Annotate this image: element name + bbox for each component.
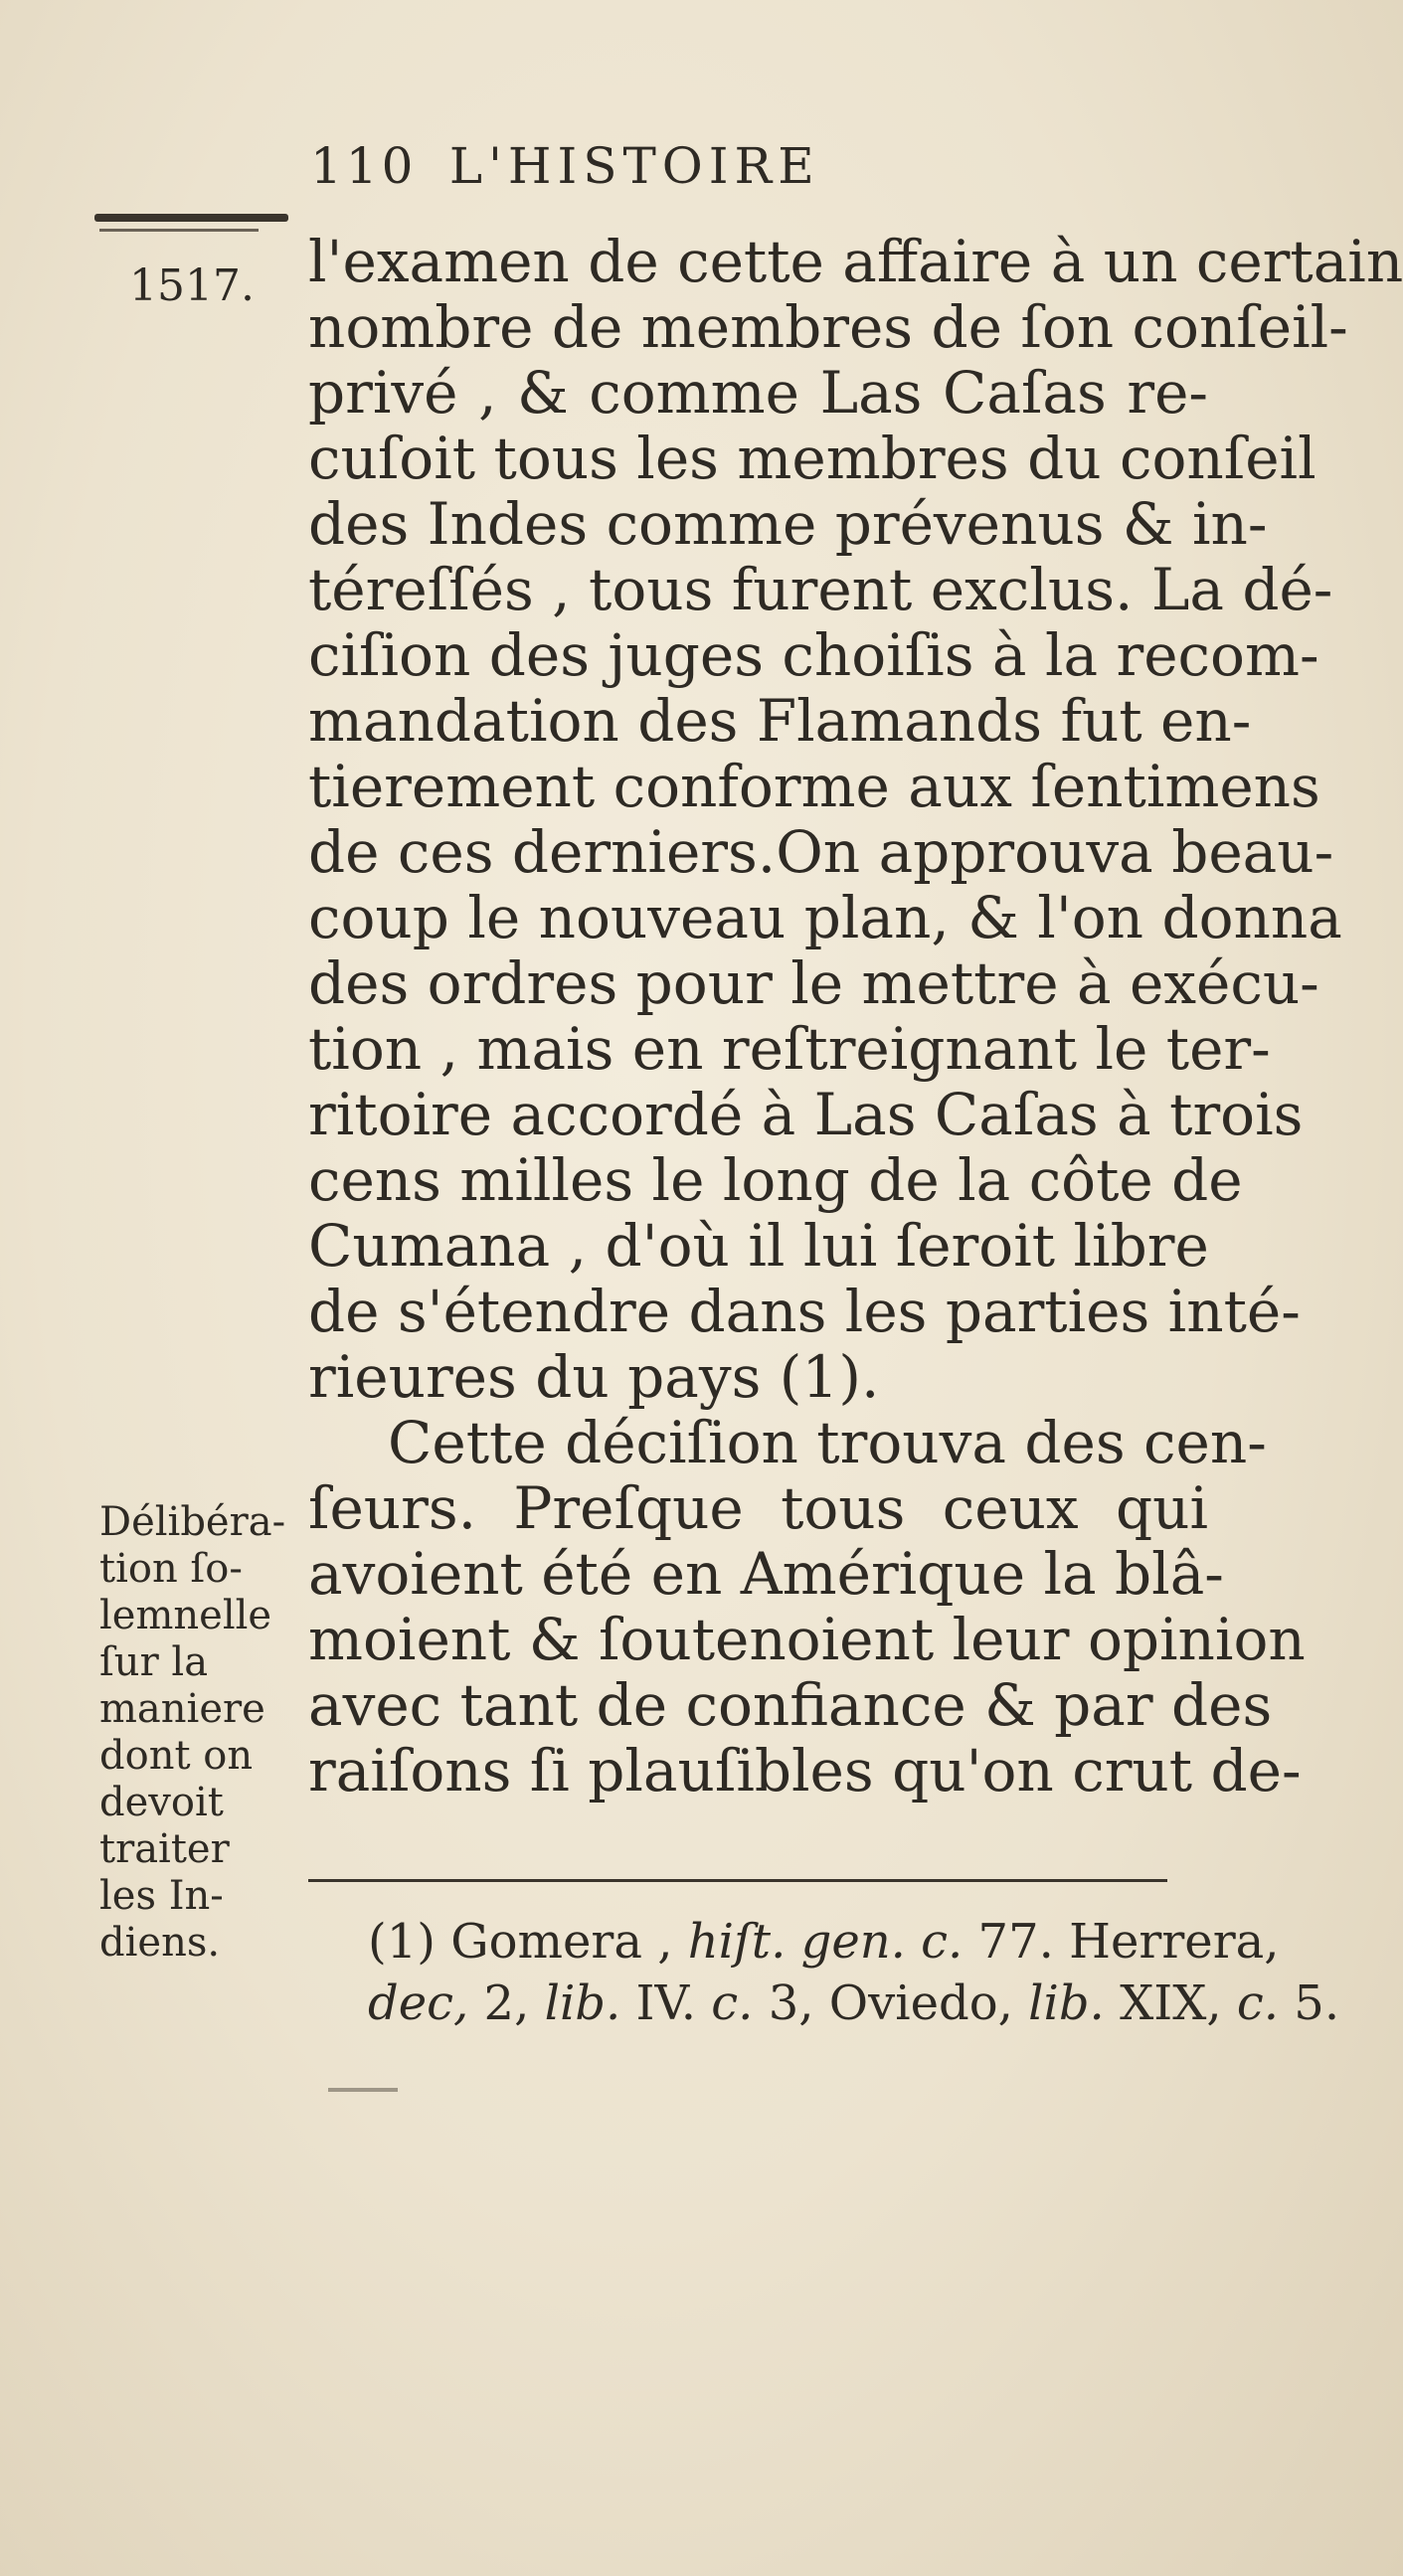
body-line: cuſoit tous les membres du conſeil: [308, 425, 1316, 492]
margin-note-line: ſur la: [99, 1639, 209, 1685]
body-line: raiſons ſi plauſibles qu'on crut de-: [308, 1737, 1302, 1804]
margin-note-line: Délibéra-: [99, 1499, 286, 1545]
footnote-text: IV.: [620, 1975, 712, 2031]
margin-note: [99, 1499, 308, 1967]
body-line: tion , mais en reſtreignant le ter-: [308, 1015, 1271, 1083]
body-line: ritoire accordé à Las Caſas à trois: [308, 1081, 1304, 1148]
body-line: mandation des Flamands fut en-: [308, 687, 1252, 755]
footnote-line: [368, 1911, 1280, 1973]
body-line: l'examen de cette affaire à un certain: [308, 228, 1403, 295]
body-line: nombre de membres de ſon conſeil-: [308, 293, 1348, 361]
body-line: moient & ſoutenoient leur opinion: [308, 1606, 1306, 1673]
footnote-rule: [308, 1879, 1167, 1882]
page-title: L'HISTOIRE: [448, 137, 820, 195]
body-line: des ordres pour le mettre à exécu-: [308, 949, 1319, 1017]
body-line: rieures du pays (1).: [308, 1343, 880, 1411]
margin-note-line: tion ſo-: [99, 1546, 243, 1592]
ink-smudge: [328, 2088, 398, 2092]
margin-note-line: devoit: [99, 1780, 224, 1825]
footnote-text: 5.: [1279, 1975, 1340, 2031]
footnote: [368, 1911, 1340, 2034]
header-rule: [94, 214, 288, 222]
body-line: Cumana , d'où il lui ſeroit libre: [308, 1212, 1209, 1280]
footnote-italic: c.: [711, 1975, 754, 2031]
footnote-italic: lib.: [544, 1975, 621, 2031]
footnote-italic: lib.: [1028, 1975, 1105, 2031]
body-line: privé , & comme Las Caſas re-: [308, 359, 1208, 427]
body-line: ſeurs. Preſque tous ceux qui: [308, 1474, 1208, 1542]
running-head: [310, 137, 1026, 195]
body-line: coup le nouveau plan, & l'on donna: [308, 884, 1342, 951]
body-line: des Indes comme prévenus & in-: [308, 490, 1268, 558]
footnote-text: (1) Gomera ,: [368, 1914, 688, 1970]
margin-note-line: diens.: [99, 1920, 221, 1966]
margin-note-line: traiter: [99, 1826, 230, 1872]
body-text: [308, 228, 1403, 1804]
margin-note-line: lemnelle: [99, 1593, 272, 1638]
footnote-italic: c.: [1236, 1975, 1280, 2031]
margin-note-line: les In-: [99, 1873, 224, 1919]
footnote-italic: hiſt. gen. c.: [687, 1914, 964, 1970]
footnote-text: 77. Herrera,: [963, 1914, 1280, 1970]
body-line: Cette déciſion trouva des cen-: [388, 1409, 1267, 1476]
body-line: avec tant de confiance & par des: [308, 1671, 1273, 1739]
margin-note-line: dont on: [99, 1733, 254, 1779]
footnote-text: 3, Oviedo,: [753, 1975, 1029, 2031]
margin-year: 1517.: [129, 260, 255, 311]
margin-note-line: maniere: [99, 1686, 265, 1732]
body-line: de ces derniers.On approuva beau-: [308, 818, 1334, 886]
body-line: tierement conforme aux ſentimens: [308, 753, 1320, 820]
body-line: cens milles le long de la côte de: [308, 1146, 1243, 1214]
footnote-text: 2,: [468, 1975, 545, 2031]
footnote-text: XIX,: [1104, 1975, 1237, 2031]
footnote-line: [368, 1973, 1340, 2034]
body-line: ciſion des juges choiſis à la recom-: [308, 621, 1319, 689]
footnote-italic: dec,: [368, 1975, 469, 2031]
body-line: avoient été en Amérique la blâ-: [308, 1540, 1224, 1608]
header-rule-thin: [99, 229, 259, 232]
body-line: téreſſés , tous furent exclus. La dé-: [308, 556, 1333, 623]
page-number: 110: [310, 137, 418, 195]
body-line: de s'étendre dans les parties inté-: [308, 1278, 1301, 1345]
